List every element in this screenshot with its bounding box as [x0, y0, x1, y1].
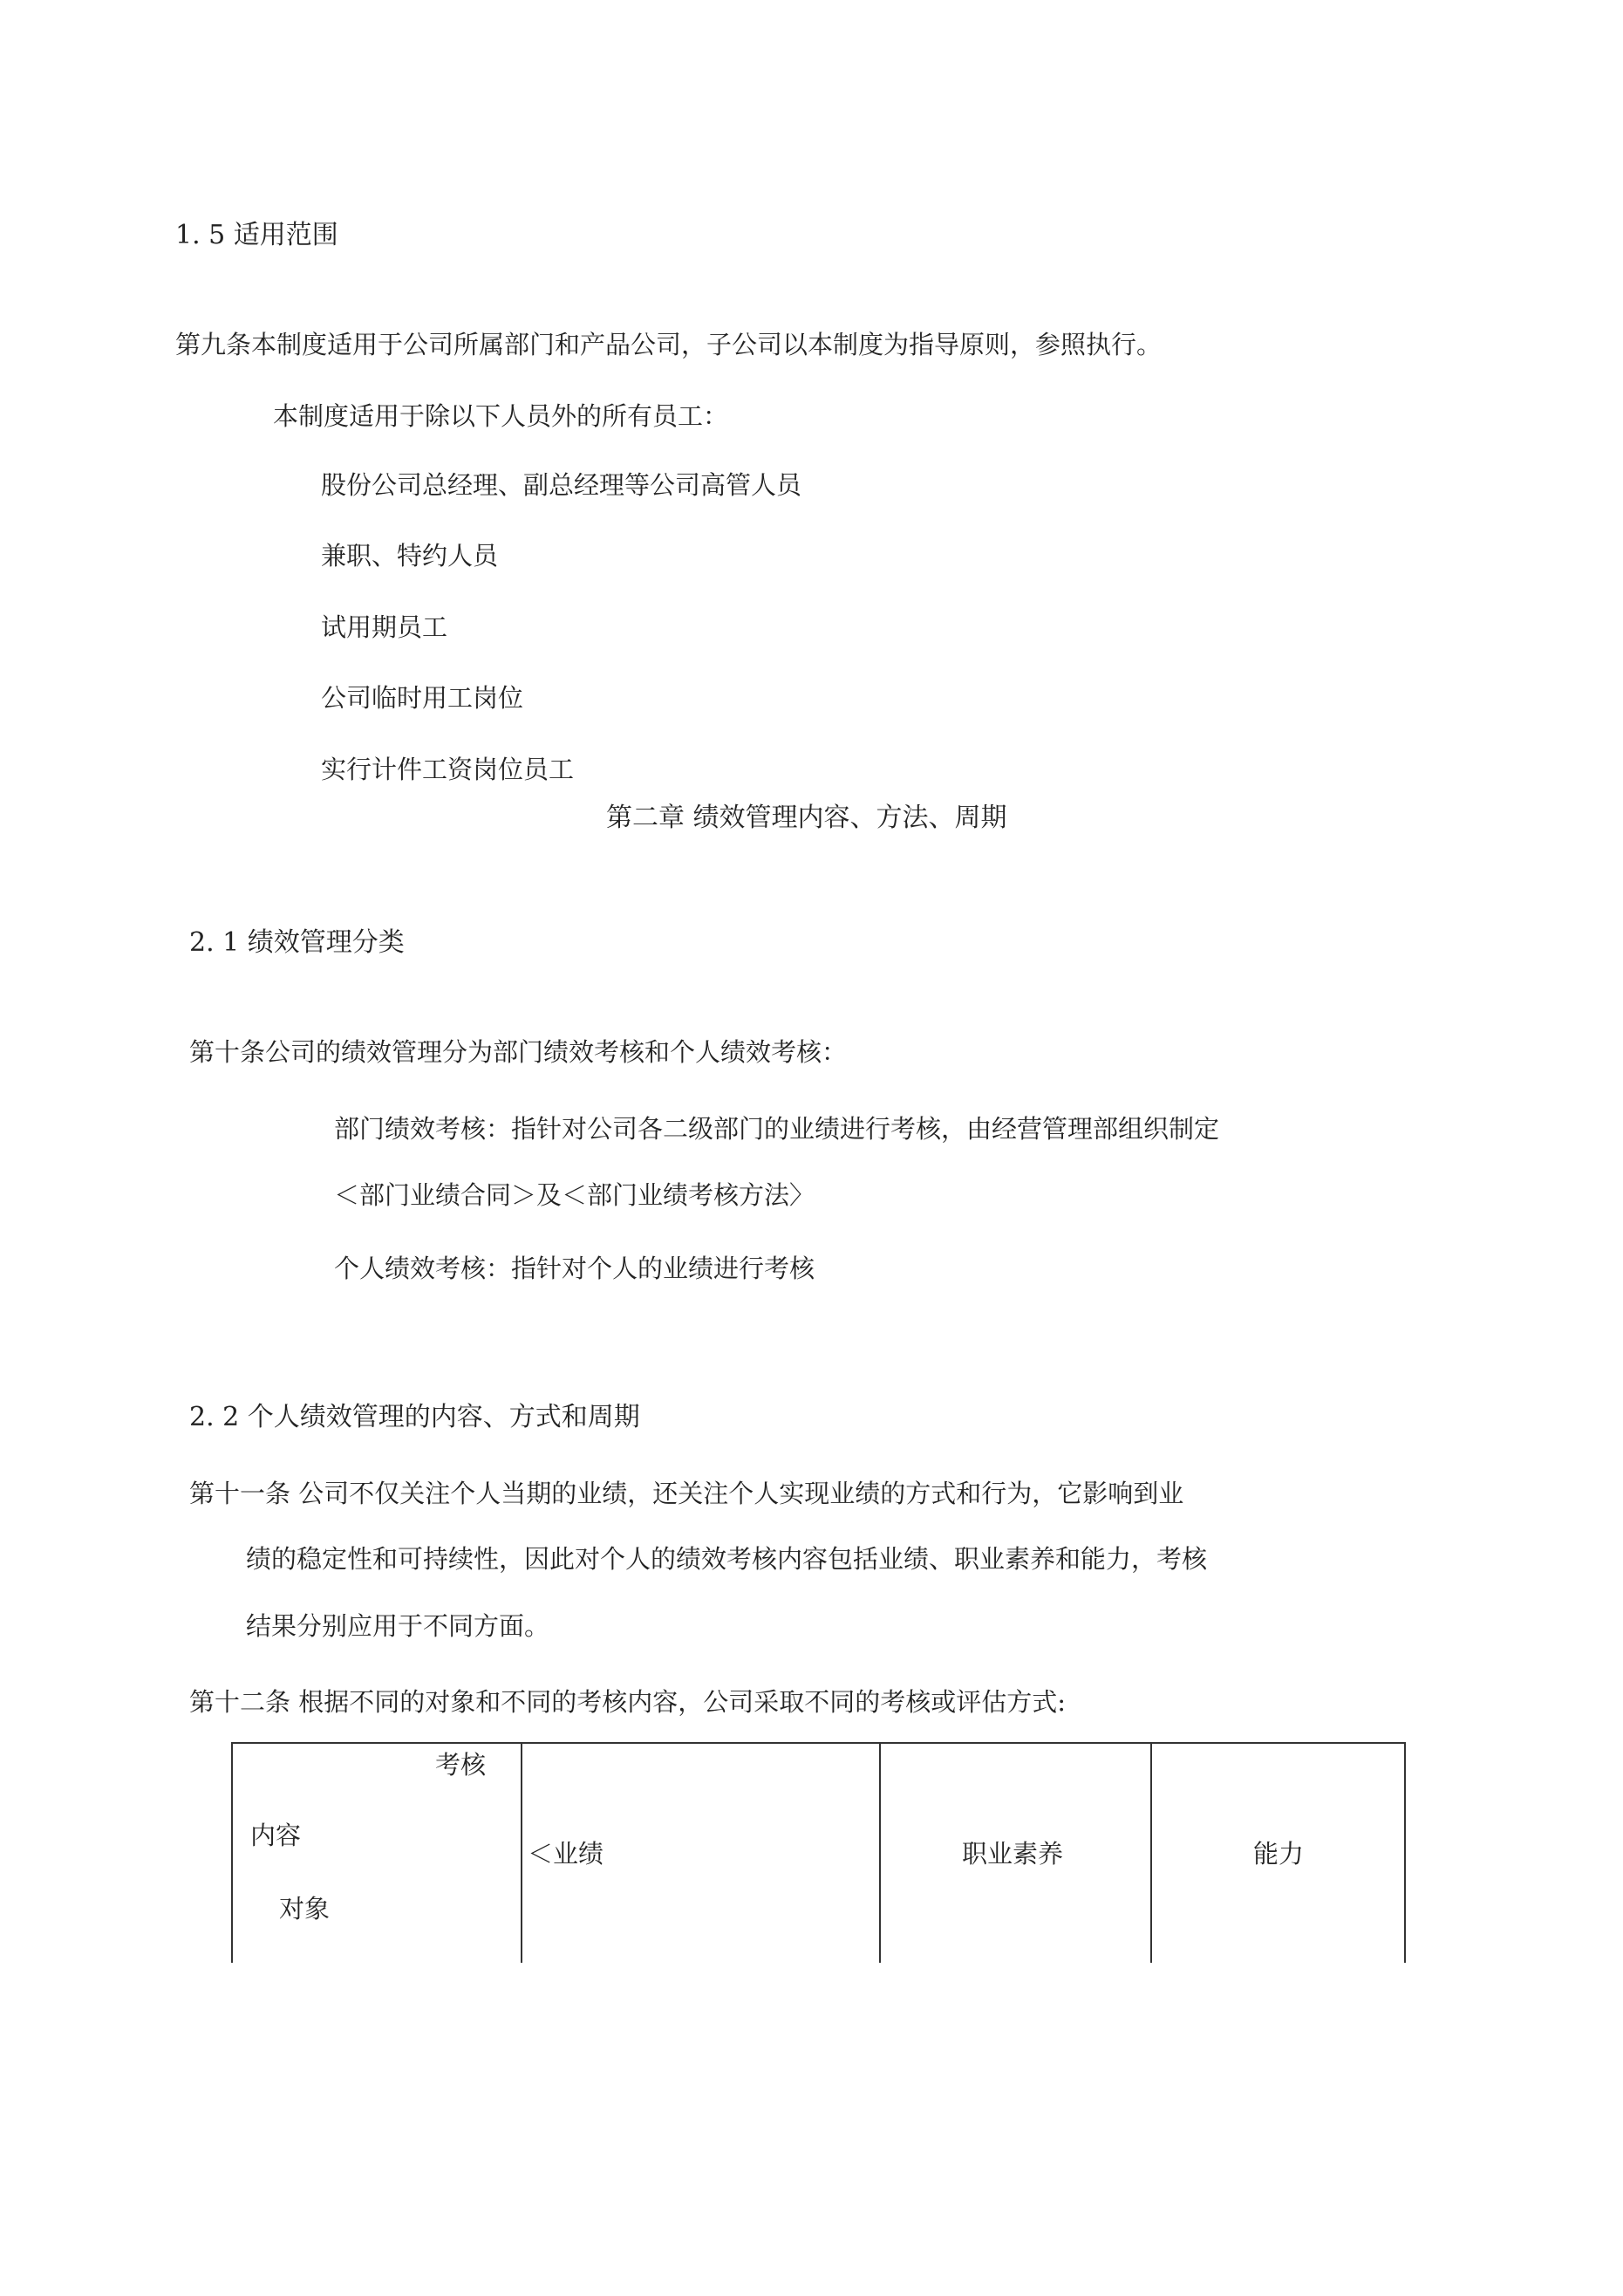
exclusion-intro: 本制度适用于除以下人员外的所有员工： — [273, 401, 729, 431]
table-column-divider — [1150, 1744, 1152, 1963]
table-corner-header-middle: 内容 — [250, 1821, 302, 1850]
article-10-text: 第十条公司的绩效管理分为部门绩效考核和个人绩效考核： — [189, 1037, 848, 1067]
dept-evaluation-line-1: 部门绩效考核：指针对公司各二级部门的业绩进行考核，由经营管理部组织制定 — [334, 1114, 1220, 1144]
section-heading-2-1: 2. 1 绩效管理分类 — [189, 927, 405, 958]
table-header-ability: 能力 — [1253, 1839, 1305, 1869]
exclusion-item: 兼职、特约人员 — [321, 541, 499, 571]
article-11-line-2: 绩的稳定性和可持续性，因此对个人的绩效考核内容包括业绩、职业素养和能力，考核 — [246, 1544, 1208, 1574]
dept-evaluation-line-2: ＜部门业绩合同＞及＜部门业绩考核方法〉 — [334, 1180, 815, 1210]
table-column-divider — [521, 1744, 522, 1963]
personal-evaluation-line: 个人绩效考核：指针对个人的业绩进行考核 — [334, 1254, 815, 1283]
table-corner-header-bottom: 对象 — [279, 1894, 331, 1924]
exclusion-item: 实行计件工资岗位员工 — [321, 755, 575, 784]
article-9-text: 第九条本制度适用于公司所属部门和产品公司，子公司以本制度为指导原则，参照执行。 — [175, 330, 1163, 359]
section-heading-2-2: 2. 2 个人绩效管理的内容、方式和周期 — [189, 1402, 640, 1432]
exclusion-item: 股份公司总经理、副总经理等公司高管人员 — [321, 470, 802, 500]
table-column-divider — [879, 1744, 881, 1963]
article-11-line-3: 结果分别应用于不同方面。 — [246, 1611, 550, 1641]
exclusion-item: 公司临时用工岗位 — [321, 683, 524, 713]
table-header-performance: ＜业绩 — [528, 1839, 604, 1869]
table-corner-header-top: 考核 — [435, 1750, 487, 1780]
exclusion-item: 试用期员工 — [321, 612, 448, 642]
section-heading-1-5: 1. 5 适用范围 — [175, 220, 338, 250]
article-11-line-1: 第十一条 公司不仅关注个人当期的业绩，还关注个人实现业绩的方式和行为，它影响到业 — [189, 1479, 1184, 1508]
article-12-text: 第十二条 根据不同的对象和不同的考核内容，公司采取不同的考核或评估方式: — [189, 1687, 1066, 1717]
chapter-title: 第二章 绩效管理内容、方法、周期 — [606, 803, 1007, 833]
table-header-professionalism: 职业素养 — [962, 1839, 1064, 1869]
evaluation-method-table — [231, 1742, 1406, 1963]
